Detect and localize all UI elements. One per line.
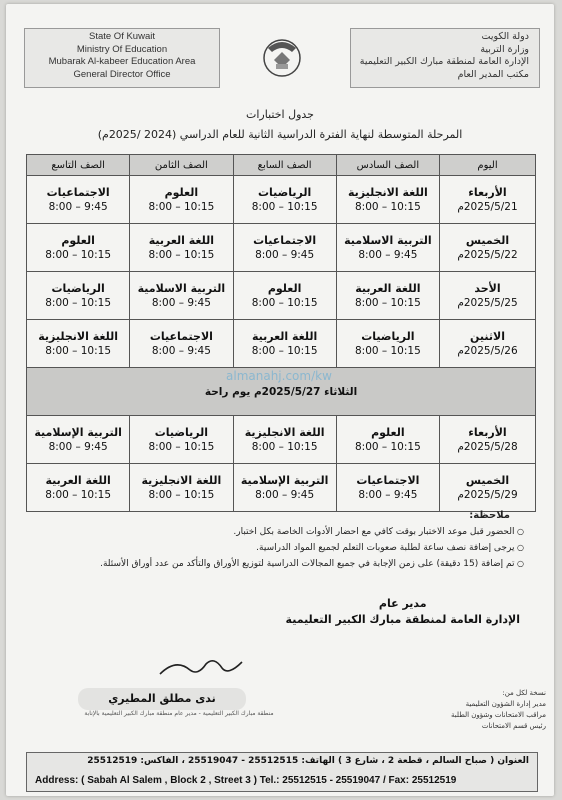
exam-subject: اللغة الانجليزية — [348, 185, 428, 199]
day-cell — [440, 416, 536, 464]
kuwait-emblem-icon — [258, 34, 306, 80]
exam-subject: العلوم — [267, 281, 302, 295]
exam-cell — [27, 416, 130, 464]
day-date: 2025/5/28م — [457, 440, 518, 453]
address-footer — [26, 752, 538, 792]
exam-cell — [336, 176, 439, 224]
header-en-line: Ministry Of Education — [76, 43, 168, 55]
day-date: 2025/5/22م — [457, 248, 518, 261]
exam-cell — [336, 416, 439, 464]
day-cell — [440, 272, 536, 320]
exam-cell — [233, 416, 336, 464]
rest-day-label: الثلاثاء 2025/5/27م يوم راحة — [27, 368, 536, 416]
page-title: جدول اختبارات — [246, 108, 314, 121]
exam-time: 8:00 – 10:15 — [354, 200, 421, 213]
table-row — [27, 224, 536, 272]
exam-subject: العلوم — [164, 185, 199, 199]
watermark-text: almanahj.com/kw — [226, 369, 332, 383]
copies-list — [446, 688, 546, 732]
exam-time: 8:00 – 9:45 — [358, 248, 418, 261]
exam-cell — [130, 272, 233, 320]
header-english-box — [24, 28, 220, 88]
header-en-line: Mubarak Al-kabeer Education Area — [48, 56, 196, 67]
day-date: 2025/5/21م — [457, 200, 518, 213]
copies-line: مراقب الامتحانات وشؤون الطلبة — [451, 711, 546, 719]
header-ar-line: دولة الكويت — [481, 31, 529, 42]
exam-subject: اللغة العربية — [45, 473, 111, 487]
exam-subject: الرياضيات — [257, 185, 312, 199]
exam-subject: الرياضيات — [51, 281, 105, 295]
exam-subject: العلوم — [61, 233, 95, 247]
exam-time: 8:00 – 9:45 — [358, 488, 418, 501]
exam-subject: التربية الإسلامية — [34, 425, 122, 439]
exam-time: 8:00 – 9:45 — [255, 488, 315, 501]
exam-cell — [233, 272, 336, 320]
day-cell — [440, 224, 536, 272]
exam-subject: الاجتماعيات — [253, 233, 317, 247]
exam-cell — [233, 224, 336, 272]
exam-cell — [130, 464, 233, 512]
header-en-line: General Director Office — [73, 68, 171, 80]
handwritten-signature-icon — [156, 652, 246, 684]
footer-arabic: العنوان ( صباح السالم ، قطعة 2 ، شارع 3 ) الهاتف: 25512515 - 25519047 ، الفاكس: 25512519 — [87, 756, 529, 766]
footer-english: Address: ( Sabah Al Salem , Block 2 , Street 3 ) Tel.: 25512515 - 25519047 / Fax: 25512519 — [35, 775, 457, 786]
exam-cell — [336, 320, 439, 368]
exam-time: 8:00 – 10:15 — [251, 440, 318, 453]
exam-time: 8:00 – 9:45 — [48, 200, 108, 213]
exam-cell — [27, 224, 130, 272]
table-row — [27, 416, 536, 464]
exam-time: 8:00 – 10:15 — [45, 296, 111, 309]
exam-subject: التربية الإسلامية — [240, 473, 329, 487]
exam-cell — [27, 272, 130, 320]
exam-subject: الاجتماعيات — [149, 329, 213, 343]
exam-time: 8:00 – 10:15 — [148, 488, 215, 501]
note-item: ○ الحضور قبل موعد الاختبار بوقت كافي مع احضار الأدوات الخاصة بكل اختبار. — [44, 524, 524, 540]
day-name: الأربعاء — [468, 425, 507, 439]
exam-time: 8:00 – 10:15 — [354, 344, 421, 357]
copies-line: رئيس قسم الامتحانات — [481, 722, 546, 730]
exam-time: 8:00 – 9:45 — [48, 440, 108, 453]
table-row — [27, 272, 536, 320]
table-header-row — [27, 155, 536, 176]
column-header: الصف السابع — [233, 155, 336, 176]
exam-time: 8:00 – 10:15 — [148, 440, 215, 453]
exam-subject: الرياضيات — [361, 329, 415, 343]
signatory-org: الإدارة العامة لمنطقة مبارك الكبير التعليمية — [285, 613, 520, 626]
exam-subject: التربية الاسلامية — [344, 233, 432, 247]
exam-subject: اللغة العربية — [251, 329, 318, 343]
day-date: 2025/5/25م — [457, 296, 518, 309]
day-name: الأحد — [474, 281, 501, 295]
exam-subject: الرياضيات — [154, 425, 209, 439]
exam-time: 8:00 – 10:15 — [148, 248, 215, 261]
copies-line: مدير إدارة الشؤون التعليمية — [465, 700, 546, 708]
exam-subject: الاجتماعيات — [46, 185, 110, 199]
exam-cell — [130, 320, 233, 368]
table-row — [27, 320, 536, 368]
exam-time: 8:00 – 9:45 — [151, 296, 211, 309]
exam-cell — [336, 224, 439, 272]
day-cell — [440, 320, 536, 368]
exam-cell — [130, 224, 233, 272]
exam-time: 8:00 – 9:45 — [255, 248, 315, 261]
signatory-name: ندى مطلق المطيري — [78, 688, 246, 710]
exam-schedule-table — [26, 154, 536, 512]
table-row — [27, 176, 536, 224]
exam-time: 8:00 – 10:15 — [251, 344, 318, 357]
exam-time: 8:00 – 10:15 — [148, 200, 215, 213]
exam-subject: اللغة الانجليزية — [38, 329, 118, 343]
notes-title: ملاحظة: — [469, 510, 510, 521]
notes-list — [44, 524, 524, 572]
exam-time: 8:00 – 10:15 — [45, 248, 111, 261]
column-header: الصف السادس — [336, 155, 439, 176]
day-name: الخميس — [465, 473, 510, 487]
exam-time: 8:00 – 10:15 — [251, 296, 318, 309]
day-date: 2025/5/26م — [457, 344, 518, 357]
official-stamp-text: منطقة مبارك الكبير التعليمية - مدير عام منطقة مبارك الكبير التعليمية بالإنابة — [84, 710, 274, 717]
exam-time: 8:00 – 10:15 — [45, 344, 111, 357]
exam-cell — [233, 320, 336, 368]
header-ar-line: وزارة التربية — [480, 43, 529, 55]
exam-cell — [130, 416, 233, 464]
day-name: الأربعاء — [468, 185, 507, 199]
day-name: الاثنين — [470, 329, 505, 343]
exam-subject: الاجتماعيات — [356, 473, 420, 487]
exam-subject: التربية الاسلامية — [137, 281, 226, 295]
column-header: الصف الثامن — [130, 155, 233, 176]
signatory-title — [286, 596, 520, 628]
exam-cell — [27, 320, 130, 368]
exam-subject: اللغة الانجليزية — [244, 425, 325, 439]
exam-cell — [336, 272, 439, 320]
signatory-role: مدير عام — [378, 597, 427, 610]
exam-cell — [27, 176, 130, 224]
day-cell — [440, 464, 536, 512]
day-name: الخميس — [465, 233, 510, 247]
column-header: اليوم — [440, 155, 536, 176]
page-subtitle: المرحلة المتوسطة لنهاية الفترة الدراسية الثانية للعام الدراسي (2024 /2025م) — [97, 128, 463, 141]
exam-subject: العلوم — [371, 425, 405, 439]
exam-subject: اللغة العربية — [355, 281, 421, 295]
document-page — [6, 4, 554, 796]
column-header: الصف التاسع — [27, 155, 130, 176]
note-item: ○ تم إضافة (15 دقيقة) على زمن الإجابة في جميع المجالات الدراسية لتوزيع الأوراق والتأكد من عدد أوراق الأسئلة. — [44, 556, 524, 572]
exam-subject: اللغة العربية — [148, 233, 215, 247]
header-ar-line: الإدارة العامة لمنطقة مبارك الكبير التعليمية — [359, 56, 529, 67]
exam-time: 8:00 – 10:15 — [251, 200, 318, 213]
exam-subject: اللغة الانجليزية — [141, 473, 222, 487]
note-item: ○ يرجى إضافة نصف ساعة لطلبة صعوبات التعلم لجميع المواد الدراسية. — [44, 540, 524, 556]
table-row — [27, 464, 536, 512]
exam-time: 8:00 – 10:15 — [354, 440, 421, 453]
copies-line: نسخة لكل من: — [502, 689, 546, 697]
exam-cell — [233, 464, 336, 512]
header-ar-line: مكتب المدير العام — [457, 68, 529, 80]
exam-cell — [27, 464, 130, 512]
exam-cell — [233, 176, 336, 224]
day-cell — [440, 176, 536, 224]
exam-cell — [336, 464, 439, 512]
exam-time: 8:00 – 10:15 — [45, 488, 111, 501]
exam-time: 8:00 – 9:45 — [151, 344, 211, 357]
header-en-line: State Of Kuwait — [88, 31, 155, 42]
exam-time: 8:00 – 10:15 — [354, 296, 421, 309]
exam-cell — [130, 176, 233, 224]
day-date: 2025/5/29م — [457, 488, 518, 501]
header-arabic-box — [350, 28, 540, 88]
